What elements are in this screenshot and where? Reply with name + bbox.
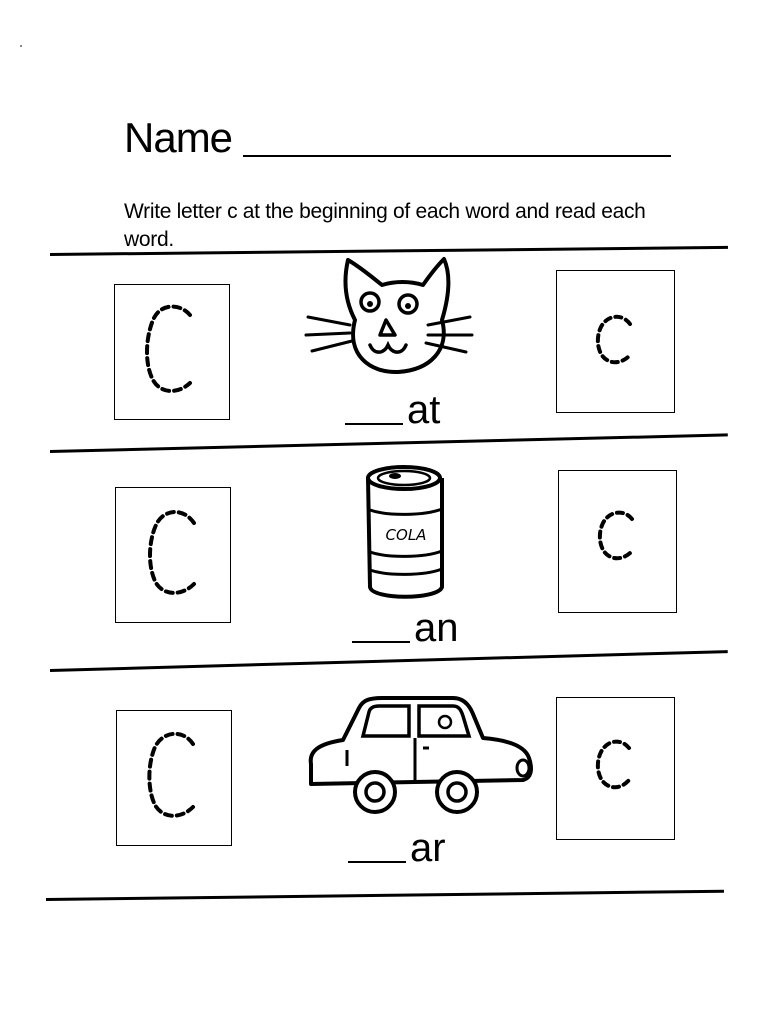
- dotted-lowercase-c-3: [557, 698, 674, 839]
- word-ending-at: at: [407, 388, 441, 432]
- letter-blank-2[interactable]: [352, 641, 410, 643]
- word-blank-ar: [348, 826, 446, 871]
- trace-box-lowercase-c-3[interactable]: [556, 697, 675, 840]
- dotted-uppercase-c-2: [116, 488, 230, 622]
- dotted-uppercase-c-3: [117, 711, 231, 845]
- cola-can-icon: [362, 462, 452, 604]
- trace-box-uppercase-c-3[interactable]: [116, 710, 232, 846]
- trace-box-uppercase-c-1[interactable]: [114, 284, 230, 420]
- divider-rule-2: [50, 433, 728, 453]
- name-field-line[interactable]: [243, 155, 671, 157]
- trace-box-lowercase-c-1[interactable]: [556, 270, 675, 413]
- trace-box-lowercase-c-2[interactable]: [558, 470, 677, 613]
- dotted-lowercase-c-2: [559, 471, 676, 612]
- word-blank-an: [352, 606, 459, 651]
- letter-blank-3[interactable]: [348, 861, 406, 863]
- word-ending-an: an: [414, 606, 459, 650]
- name-label: Name: [124, 114, 233, 161]
- letter-blank-1[interactable]: [345, 423, 403, 425]
- divider-rule-4: [46, 890, 724, 901]
- can-label-text: COLA: [385, 526, 427, 544]
- cat-icon: [300, 255, 480, 380]
- dotted-uppercase-c-1: [115, 285, 229, 419]
- word-ending-ar: ar: [410, 826, 446, 870]
- trace-box-uppercase-c-2[interactable]: [115, 487, 231, 623]
- divider-rule-3: [50, 650, 728, 672]
- word-blank-at: [345, 388, 440, 433]
- instructions: Write letter c at the beginning of each word and read each word.: [124, 200, 646, 251]
- dotted-lowercase-c-1: [557, 271, 674, 412]
- car-icon: [303, 694, 535, 818]
- speck: [20, 45, 22, 47]
